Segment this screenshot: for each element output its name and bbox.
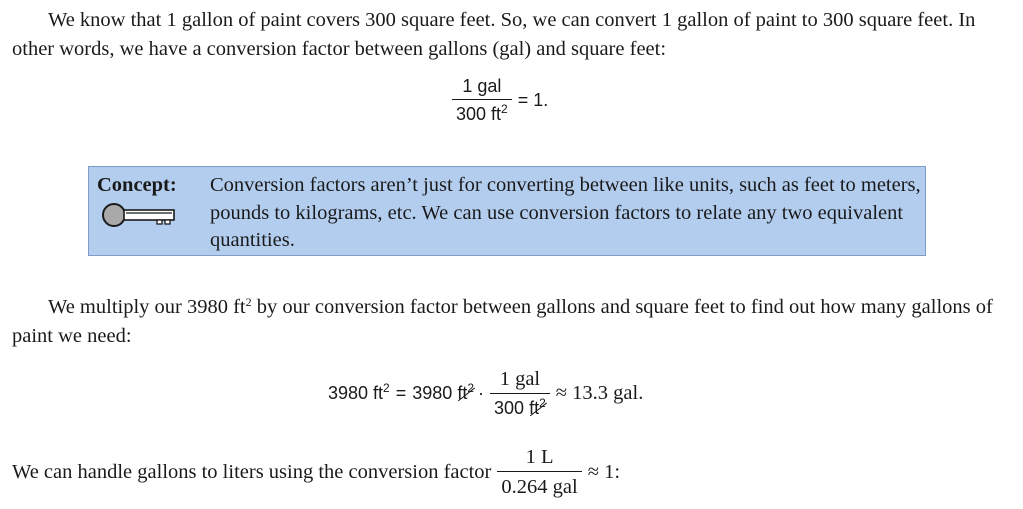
paragraph-intro: We know that 1 gallon of paint covers 300 square feet. So, we can convert 1 gallon of paint to 300 square feet. In other words, we have a conversion factor between gallons (gal) and square feet: (12, 9, 976, 60)
concept-text: Conversion factors aren’t just for converting between like units, such as feet to meters, pounds to kilograms, etc. We can use conversion factors to relate any two equivalent quantities. (210, 174, 921, 251)
fraction (497, 446, 581, 499)
fraction-numerator: 1 gal (499, 368, 541, 390)
equation-gallons-needed (328, 368, 643, 419)
equation-lhs (328, 383, 390, 404)
equation-rhs: ≈ 1: (587, 461, 621, 483)
concept-box (88, 166, 926, 256)
exponent: 2 (467, 381, 475, 395)
fraction-denominator (452, 99, 512, 125)
fraction (452, 76, 512, 125)
fraction-numerator: 1 gal (462, 76, 502, 96)
denominator-value: 300 ft (456, 104, 502, 124)
dot-operator: · (478, 383, 485, 403)
denominator-value: 300 (494, 398, 525, 418)
paragraph-text: by our conversion factor between gallons and square feet to find out how many gallons of paint we need: (12, 296, 993, 347)
unit: ft (457, 383, 468, 403)
equation-rhs: = 1. (517, 90, 549, 110)
fraction-numerator: 1 L (525, 446, 554, 468)
fraction-denominator: 0.264 gal (497, 471, 581, 499)
exponent: 2 (245, 295, 252, 309)
equals-sign: = (395, 383, 407, 403)
equation-gal-per-sqft (446, 76, 548, 125)
fraction (490, 368, 550, 419)
paragraph-text: We multiply our 3980 ft (48, 296, 246, 318)
paragraph-text: We can handle gallons to liters using the conversion factor (12, 461, 492, 483)
exponent: 2 (383, 381, 390, 395)
paragraph-liters (12, 446, 620, 499)
unit: ft (529, 398, 540, 418)
mid-value: 3980 (412, 383, 453, 403)
equation-mid (412, 383, 474, 404)
paragraph-multiply (12, 293, 1007, 351)
key-icon (100, 202, 180, 237)
fraction-denominator (490, 393, 550, 419)
cancelled-unit (529, 398, 546, 419)
cancelled-unit (457, 383, 474, 404)
exponent: 2 (501, 102, 508, 116)
lhs-value: 3980 ft (328, 383, 384, 403)
equation-result: ≈ 13.3 gal. (555, 382, 644, 404)
concept-label: Concept: (97, 174, 177, 196)
exponent: 2 (539, 396, 546, 410)
